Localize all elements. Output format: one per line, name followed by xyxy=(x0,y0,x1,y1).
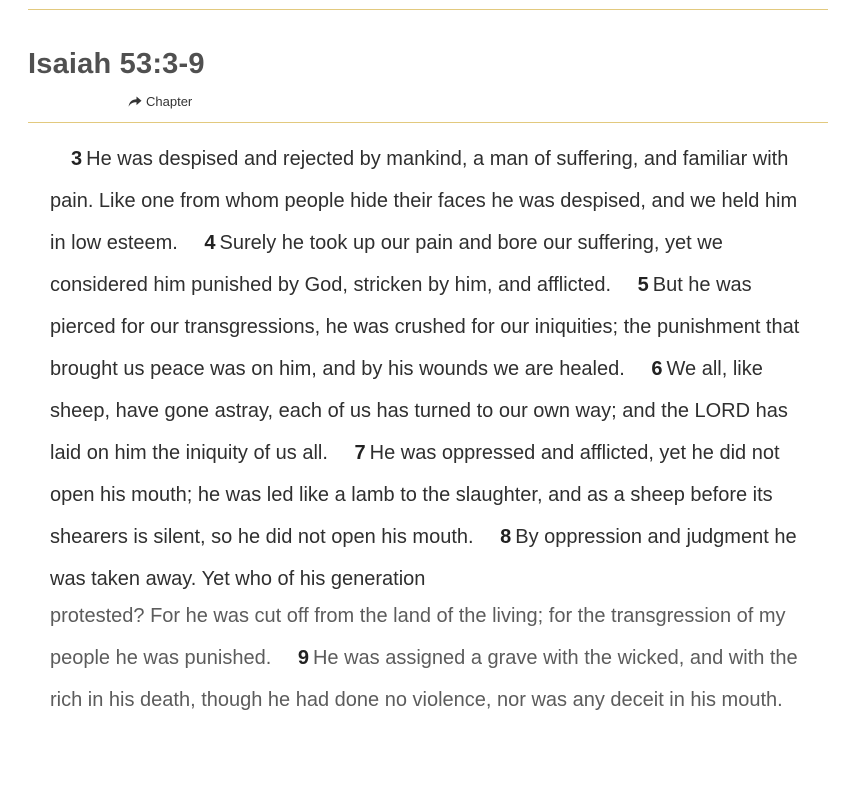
chapter-link-label: Chapter xyxy=(146,94,193,109)
passage-tail xyxy=(50,595,810,721)
verse-text: He was oppressed and afflicted, yet he did not open his mouth; he was led like a lamb to the slaughter, and as a sheep before its shearers is silent, so he did not open his mouth. xyxy=(50,442,780,548)
top-divider xyxy=(28,9,828,10)
verse-text: protested? For he was cut off from the land of the living; for the transgression of my people he was punished. xyxy=(50,605,786,669)
verse-text: Surely he took up our pain and bore our suffering, yet we considered him punished by God, stricken by him, and afflicted. xyxy=(50,232,723,296)
verse-text: By oppression and judgment he was taken away. Yet who of his generation xyxy=(50,526,797,590)
verse-number: 5 xyxy=(637,274,649,296)
verse-text: He was despised and rejected by mankind, a man of suffering, and familiar with pain. Like one from whom people hide their faces he was despised, and we held him in low esteem. xyxy=(50,148,798,254)
header-divider xyxy=(28,122,828,123)
verse-number: 4 xyxy=(204,232,216,254)
verse-number: 8 xyxy=(500,526,512,548)
verse-text: We all, like sheep, have gone astray, each of us has turned to our own way; and the LORD has laid on him the iniquity of us all. xyxy=(50,358,788,464)
page-title: Isaiah 53:3-9 xyxy=(28,48,205,80)
verse-number: 9 xyxy=(297,647,309,669)
verse-number: 6 xyxy=(651,358,663,380)
verse-number: 3 xyxy=(71,148,83,170)
verse-number: 7 xyxy=(354,442,366,464)
passage-text xyxy=(50,138,810,721)
verse-text: But he was pierced for our transgressions, he was crushed for our iniquities; the punishment that brought us peace was on him, and by his wounds we are healed. xyxy=(50,274,800,380)
chapter-link[interactable] xyxy=(128,94,192,110)
verse-text: He was assigned a grave with the wicked, and with the rich in his death, though he had done no violence, nor was any deceit in his mouth. xyxy=(50,647,798,711)
share-arrow-icon xyxy=(128,96,142,108)
